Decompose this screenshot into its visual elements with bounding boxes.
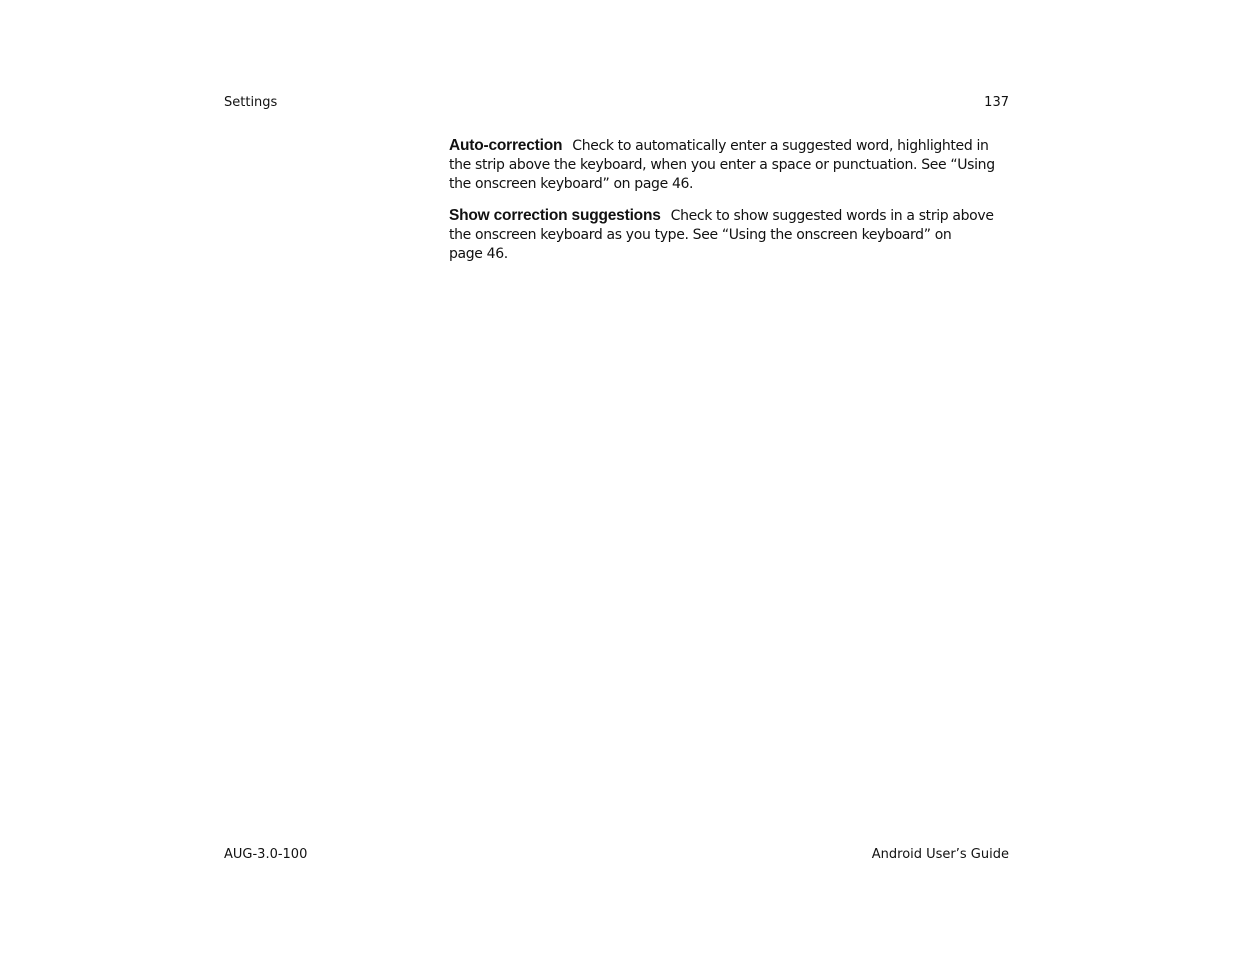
definition-text: the strip above the keyboard, when you enter a space or punctuation. See “Using [449,157,995,173]
definition-term: Show correction suggestions [449,207,661,224]
document-code: AUG-3.0-100 [224,847,308,862]
document-title: Android User’s Guide [871,847,1009,862]
definition-auto-correction [449,136,1009,194]
running-footer [224,846,1009,864]
page-number: 137 [984,95,1009,110]
definition-text: page 46. [449,246,508,262]
running-header [224,94,1009,112]
settings-definitions [449,136,1009,276]
definition-text: Check to automatically enter a suggested word, highlighted in [572,138,989,154]
definition-text: the onscreen keyboard as you type. See “Using the onscreen keyboard” on [449,227,952,243]
definition-show-correction-suggestions [449,206,1009,264]
definition-term: Auto-correction [449,137,563,154]
section-title: Settings [224,95,278,110]
definition-text: the onscreen keyboard” on page 46. [449,176,694,192]
definition-text: Check to show suggested words in a strip above [670,208,994,224]
